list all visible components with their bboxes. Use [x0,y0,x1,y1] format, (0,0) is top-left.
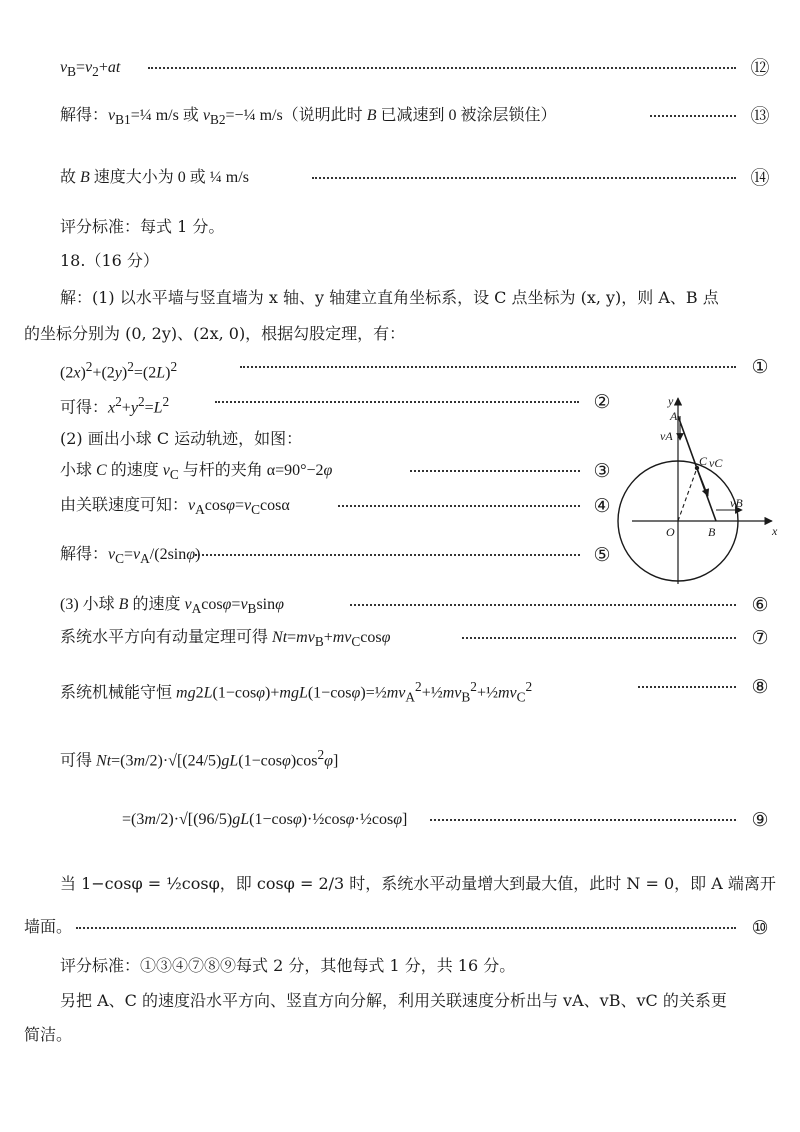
velocity-c-arrow [697,468,708,496]
label-c: C [699,454,708,468]
equation: =(3m/2)·√[(96/5)gL(1−cosφ)·½cosφ·½cosφ] [122,811,408,828]
label-vc: vC [709,456,723,470]
label-a: A [670,409,678,423]
scoring-note: 评分标准：每式 1 分。 [60,217,225,236]
equation: (3) 小球 B 的速度 $v_A\cos\varphi=v_B\sin\varphi$ [60,596,284,617]
leader-dots [638,686,736,688]
equation: 小球 C 的速度 $v_C$ 与杆的夹角 α=90°−2φ [60,462,333,483]
equation: 可得：$x^2+y^2=L^2$ [60,394,170,417]
label-b: B [708,525,716,539]
equation-number: ⑭ [750,167,770,189]
equation-number: ⑥ [751,594,769,616]
equation-number: ① [751,356,769,378]
equation-number: ⑫ [750,57,770,79]
equation-line-nt [0,740,800,770]
equation-line-9 [0,805,800,835]
equation-number: ⑬ [750,105,770,127]
leader-dots [650,115,736,117]
leader-dots [338,505,580,507]
leader-dots [148,67,736,69]
solution-text: 当 1−cosφ = ½cosφ，即 cosφ = 2/3 时，系统水平动量增大到最大值，此时 N = 0，即 A 端离开 [60,874,776,893]
label-o: O [666,525,675,539]
scoring-note: 评分标准：①③④⑦⑧⑨每式 2 分，其他每式 1 分，共 16 分。 [60,956,516,975]
solution-text: 简洁。 [24,1025,73,1044]
equation: 系统水平方向有动量定理可得 $Nt=mv_B+mv_C\cos\varphi$ [60,629,391,650]
equation-line-12 [0,53,800,83]
leader-dots [350,604,736,606]
leader-dots [312,177,736,179]
leader-dots [76,927,736,929]
equation: 由关联速度可知：$v_A\cos\varphi=v_C\cos\alpha$ [60,497,290,518]
leader-dots [410,470,580,472]
equation-line-6 [0,590,800,620]
equation-number: ⑦ [751,627,769,649]
equation-line-8 [0,672,800,705]
equation-number: ⑧ [751,676,769,698]
equation-number: ⑤ [593,544,611,566]
solution-text: 另把 A、C 的速度沿水平方向、竖直方向分解，利用关联速度分析出与 vA、vB、vC 的关系更 [60,991,727,1010]
leader-dots [195,554,580,556]
equation-number: ⑩ [751,917,769,939]
leader-dots [240,366,736,368]
equation: 系统机械能守恒 $mg2L(1-\cos\varphi)+mgL(1-\cos\varphi)=\frac{1}{2}mv_A^2+\frac{1}{2}mv_B^2+\frac{1}{2}mv_C^2$ [60,679,533,705]
equation-number: ⑨ [751,809,769,831]
label-va: vA [660,429,673,443]
equation-line-10 [0,913,800,943]
equation-line-1 [0,352,800,382]
label-y: y [668,394,674,408]
equation-line-14 [0,163,800,193]
equation: $v_B=v_2+at$ [60,59,121,80]
motion-diagram [612,388,784,588]
equation: 故 B 速度大小为 0 或 ¼ m/s [60,169,249,186]
solution-text: 的坐标分别为 (0, 2y)、(2x, 0)，根据勾股定理，有： [24,324,406,343]
equation-number: ② [593,391,611,413]
solution-text: (2) 画出小球 C 运动轨迹，如图： [60,429,303,448]
label-x: x [772,524,778,538]
equation: $(2x)^2+(2y)^2=(2L)^2$ [60,359,178,382]
equation-number: ③ [593,460,611,482]
leader-dots [462,637,736,639]
solution-text: 解：(1) 以水平墙与竖直墙为 x 轴、y 轴建立直角坐标系，设 C 点坐标为 (x, y)，则 A、B 点 [60,288,719,307]
equation-line-13 [0,101,800,131]
leader-dots [215,401,579,403]
label-vb: vB [730,496,743,510]
equation-number: ④ [593,495,611,517]
equation: 可得 $Nt=(3m/2)\cdot√[(24/5)gL(1-\cos\varphi)\cos^2\varphi]$ [60,747,339,770]
equation-line-7 [0,623,800,653]
radius-oc [678,468,697,521]
equation: 解得：$v_{B1}=\frac{1}{4}$ m/s 或 $v_{B2}=-\frac{1}{4}$ m/s（说明此时 B 已减速到 0 被涂层锁住） [60,107,557,128]
equation: 墙面。 [24,919,73,936]
leader-dots [430,819,736,821]
equation: 解得：$v_C=v_A/(2\sin\varphi)$ [60,546,201,567]
question-heading: 18.（16 分） [60,251,159,270]
